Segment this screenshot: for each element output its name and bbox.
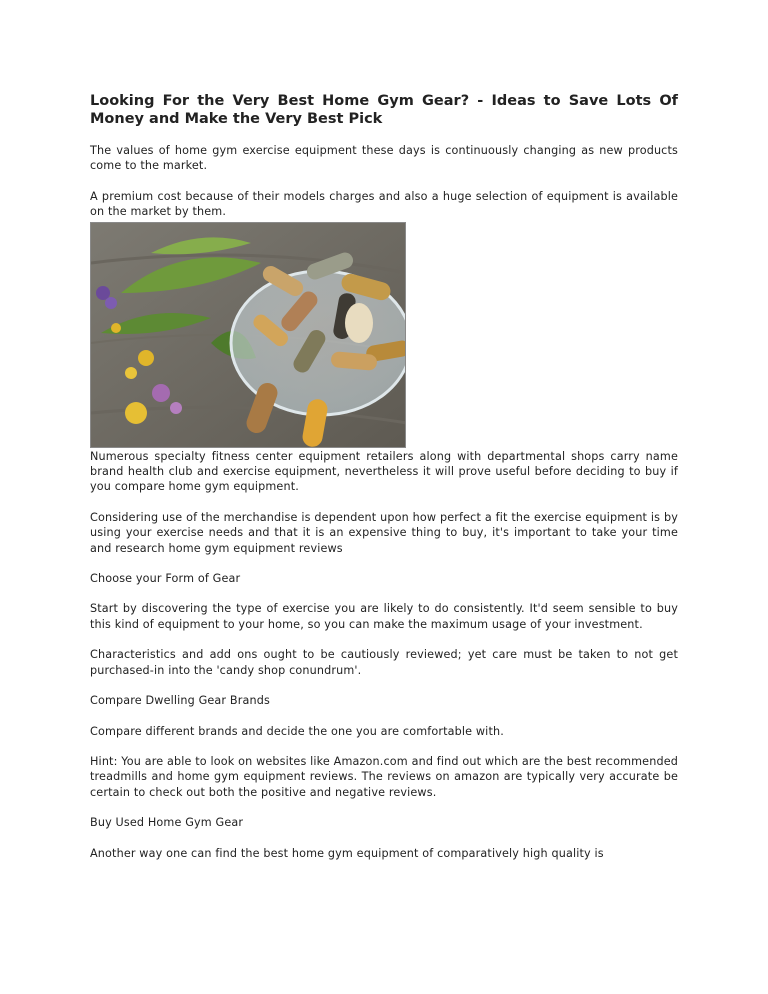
paragraph-retailers: Numerous specialty fitness center equipment retailers along with departmental shops carry name brand health club and exercise equipment, nevertheless it will prove useful before deciding to buy if you compare home gym equipment. (90, 449, 678, 494)
paragraph-characteristics: Characteristics and add ons ought to be cautiously reviewed; yet care must be taken to not get purchased-in into the 'candy shop conundrum'. (90, 648, 678, 677)
paragraph-premium-cost: A premium cost because of their models charges and also a huge selection of equipment is available on the market by them. (90, 189, 678, 219)
section-heading-buy-used: Buy Used Home Gym Gear (90, 816, 244, 830)
section-heading-compare-brands: Compare Dwelling Gear Brands (90, 694, 270, 708)
paragraph-hint: Hint: You are able to look on websites like Amazon.com and find out which are the best recommended treadmills and home gym equipment reviews. The reviews on amazon are typically very accurate be certain to check out both the positive and negative reviews. (90, 754, 678, 799)
document-page (90, 92, 678, 876)
paragraph-considering-use: Considering use of the merchandise is dependent upon how perfect a fit the exercise equipment is by using your exercise needs and that it is an expensive thing to buy, it's important to take your time and research home gym equipment reviews (90, 510, 678, 555)
paragraph-intro: The values of home gym exercise equipment these days is continuously changing as new products come to the market. (90, 144, 678, 173)
document-title: Looking For the Very Best Home Gym Gear? - Ideas to Save Lots Of Money and Make the Very Best Pick (90, 93, 678, 127)
supplements-photo (90, 222, 406, 448)
paragraph-compare-brands: Compare different brands and decide the one you are comfortable with. (90, 724, 504, 738)
section-heading-choose-form: Choose your Form of Gear (90, 572, 241, 586)
paragraph-another-way: Another way one can find the best home gym equipment of comparatively high quality is (90, 846, 604, 860)
paragraph-start-by-discovering: Start by discovering the type of exercise you are likely to do consistently. It'd seem sensible to buy this kind of equipment to your home, so you can make the maximum usage of your investment. (90, 602, 678, 631)
